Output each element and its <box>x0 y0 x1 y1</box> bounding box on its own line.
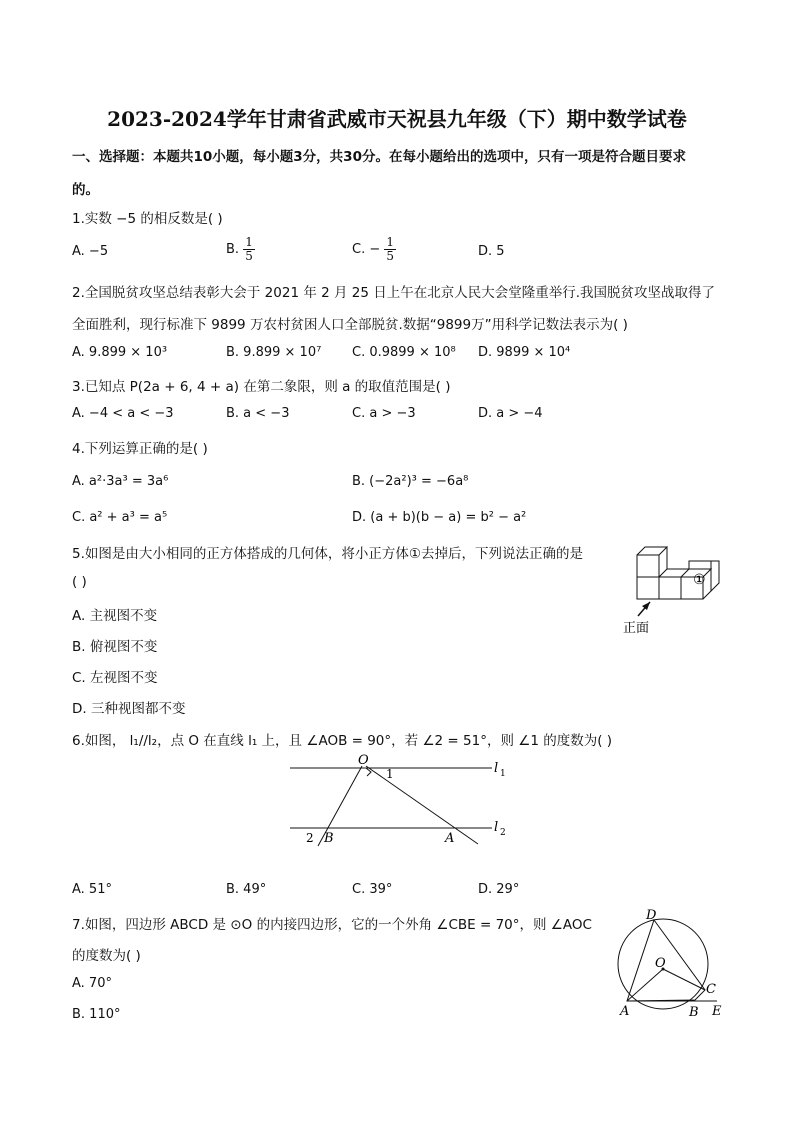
q7-label-a: A <box>620 1004 630 1019</box>
q1-option-b <box>226 236 255 263</box>
q1-c-denominator: 5 <box>386 249 395 263</box>
q2-stem-line2: 全面胜利，现行标准下 9899 万农村贫困人口全部脱贫.数据“9899万”用科学记数法表示为( ) <box>72 317 628 333</box>
q7-stem-line2: 的度数为( ) <box>72 948 141 964</box>
q6-option-c: C. 39° <box>352 882 393 897</box>
q6-label-angle1: 1 <box>386 767 394 781</box>
q6-option-b: B. 49° <box>226 882 267 897</box>
q5-front-label: 正面 <box>623 621 650 636</box>
q5-stem-line2: ( ) <box>72 574 87 590</box>
q5-option-d: D. 三种视图都不变 <box>72 701 186 717</box>
q6-label-l1: l <box>494 761 499 776</box>
q6-segment-oa <box>366 766 478 844</box>
q4-stem: 4.下列运算正确的是( ) <box>72 441 208 457</box>
q7-option-a: A. 70° <box>72 976 112 991</box>
q7-label-e: E <box>712 1004 722 1019</box>
q2-option-c: C. 0.9899 × 10⁸ <box>352 345 456 360</box>
q2-option-d: D. 9899 × 10⁴ <box>478 345 571 360</box>
q1-option-a: A. −5 <box>72 244 109 259</box>
q7-label-d: D <box>646 908 657 923</box>
q3-option-a: A. −4 < a < −3 <box>72 406 174 421</box>
q7-label-c: C <box>706 982 716 997</box>
q6-option-d: D. 29° <box>478 882 520 897</box>
q2-option-a: A. 9.899 × 10³ <box>72 345 168 360</box>
q1-option-c-prefix: C. − <box>352 242 381 257</box>
q1-option-b-fraction <box>243 236 255 263</box>
q7-quadrilateral <box>627 920 705 1001</box>
q7-label-o: O <box>655 956 666 971</box>
q6-label-l2-sub: 2 <box>500 828 506 838</box>
q6-label-o: O <box>358 753 369 768</box>
q6-label-angle2: 2 <box>306 831 314 845</box>
q6-label-b: B <box>324 831 334 846</box>
q7-option-b: B. 110° <box>72 1007 121 1022</box>
q4-option-a: A. a²·3a³ = 3a⁶ <box>72 474 169 489</box>
q1-option-c-fraction <box>384 236 396 263</box>
q1-option-b-prefix: B. <box>226 242 240 257</box>
q5-option-b: B. 俯视图不变 <box>72 639 158 655</box>
q4-option-b: B. (−2a²)³ = −6a⁸ <box>352 474 469 489</box>
q5-stem-line1: 5.如图是由大小相同的正方体搭成的几何体，将小正方体①去掉后，下列说法正确的是 <box>72 546 583 562</box>
q6-label-l1-sub: 1 <box>500 769 506 779</box>
q5-cube-mark: ① <box>693 572 706 588</box>
q4-option-d: D. (a + b)(b − a) = b² − a² <box>352 510 527 525</box>
q3-option-c: C. a > −3 <box>352 406 416 421</box>
q6-parallel-lines-figure <box>280 752 520 852</box>
q1-option-d: D. 5 <box>478 244 505 259</box>
q3-option-b: B. a < −3 <box>226 406 290 421</box>
q1-b-denominator: 5 <box>245 249 253 263</box>
q3-stem: 3.已知点 P(2a + 6, 4 + a) 在第二象限，则 a 的取值范围是( ) <box>72 379 451 395</box>
q7-radius-oc <box>663 969 705 990</box>
q2-stem-line1: 2.全国脱贫攻坚总结表彰大会于 2021 年 2 月 25 日上午在北京人民大会堂隆重举行.我国脱贫攻坚战取得了 <box>72 285 716 301</box>
q3-option-d: D. a > −4 <box>478 406 543 421</box>
q7-circle-figure <box>605 905 735 1025</box>
q2-option-b: B. 9.899 × 10⁷ <box>226 345 322 360</box>
q1-c-numerator: 1 <box>386 235 395 249</box>
q7-label-b: B <box>689 1005 699 1020</box>
section-heading-line2: 的。 <box>72 182 99 198</box>
q6-stem: 6.如图， l₁//l₂，点 O 在直线 l₁ 上，且 ∠AOB = 90°，若 ∠2 = 51°，则 ∠1 的度数为( ) <box>72 733 613 749</box>
page-title: 2023-2024学年甘肃省武威市天祝县九年级（下）期中数学试卷 <box>107 107 687 131</box>
q1-stem: 1.实数 −5 的相反数是( ) <box>72 211 223 227</box>
q7-stem-line1: 7.如图，四边形 ABCD 是 ⊙O 的内接四边形，它的一个外角 ∠CBE = 70°，则 ∠AOC <box>72 917 592 933</box>
q1-b-numerator: 1 <box>245 235 253 249</box>
q6-label-a: A <box>445 831 455 846</box>
q6-option-a: A. 51° <box>72 882 112 897</box>
q5-cube-figure <box>620 540 730 640</box>
q4-option-c: C. a² + a³ = a⁵ <box>72 510 168 525</box>
q6-label-l2: l <box>494 820 499 835</box>
q5-option-a: A. 主视图不变 <box>72 608 158 624</box>
q1-option-c <box>352 236 396 263</box>
section-heading-line1: 一、选择题：本题共10小题，每小题3分，共30分。在每小题给出的选项中，只有一项是符合题目要求 <box>72 149 686 165</box>
q5-option-c: C. 左视图不变 <box>72 670 158 686</box>
